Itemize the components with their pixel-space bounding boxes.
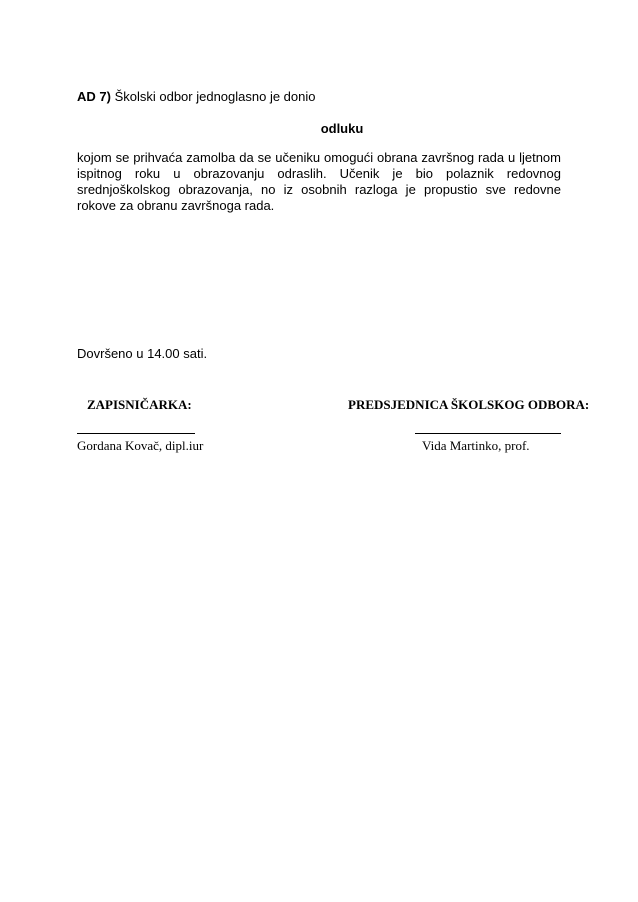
board-president-title: PREDSJEDNICA ŠKOLSKOG ODBORA: (348, 397, 590, 412)
recorder-signature-line (77, 433, 195, 434)
recorder-title: ZAPISNIČARKA: (87, 397, 192, 412)
closing-text: Dovršeno u 14.00 sati. (77, 346, 208, 361)
decision-paragraph: kojom se prihvaća zamolba da se učeniku omogući obrana završnog rada u ljetnom ispitnog roku u obrazovanju odraslih. Učenik je bio polaznik redovnog srednjoškolskog obrazovanja, no iz osobnih razloga je propustio sve redovne rokove za obranu završnoga rada. (77, 150, 561, 213)
decision-heading (0, 121, 638, 137)
board-president-name: Vida Martinko, prof. (422, 438, 530, 453)
decision-heading-text: odluku (320, 121, 364, 136)
recorder-name: Gordana Kovač, dipl.iur (77, 438, 204, 453)
agenda-item-label: AD 7) (77, 89, 111, 104)
agenda-item-intro-text: Školski odbor jednoglasno je donio (110, 89, 316, 104)
agenda-item-intro (77, 89, 315, 105)
board-president-signature-line (415, 433, 561, 434)
